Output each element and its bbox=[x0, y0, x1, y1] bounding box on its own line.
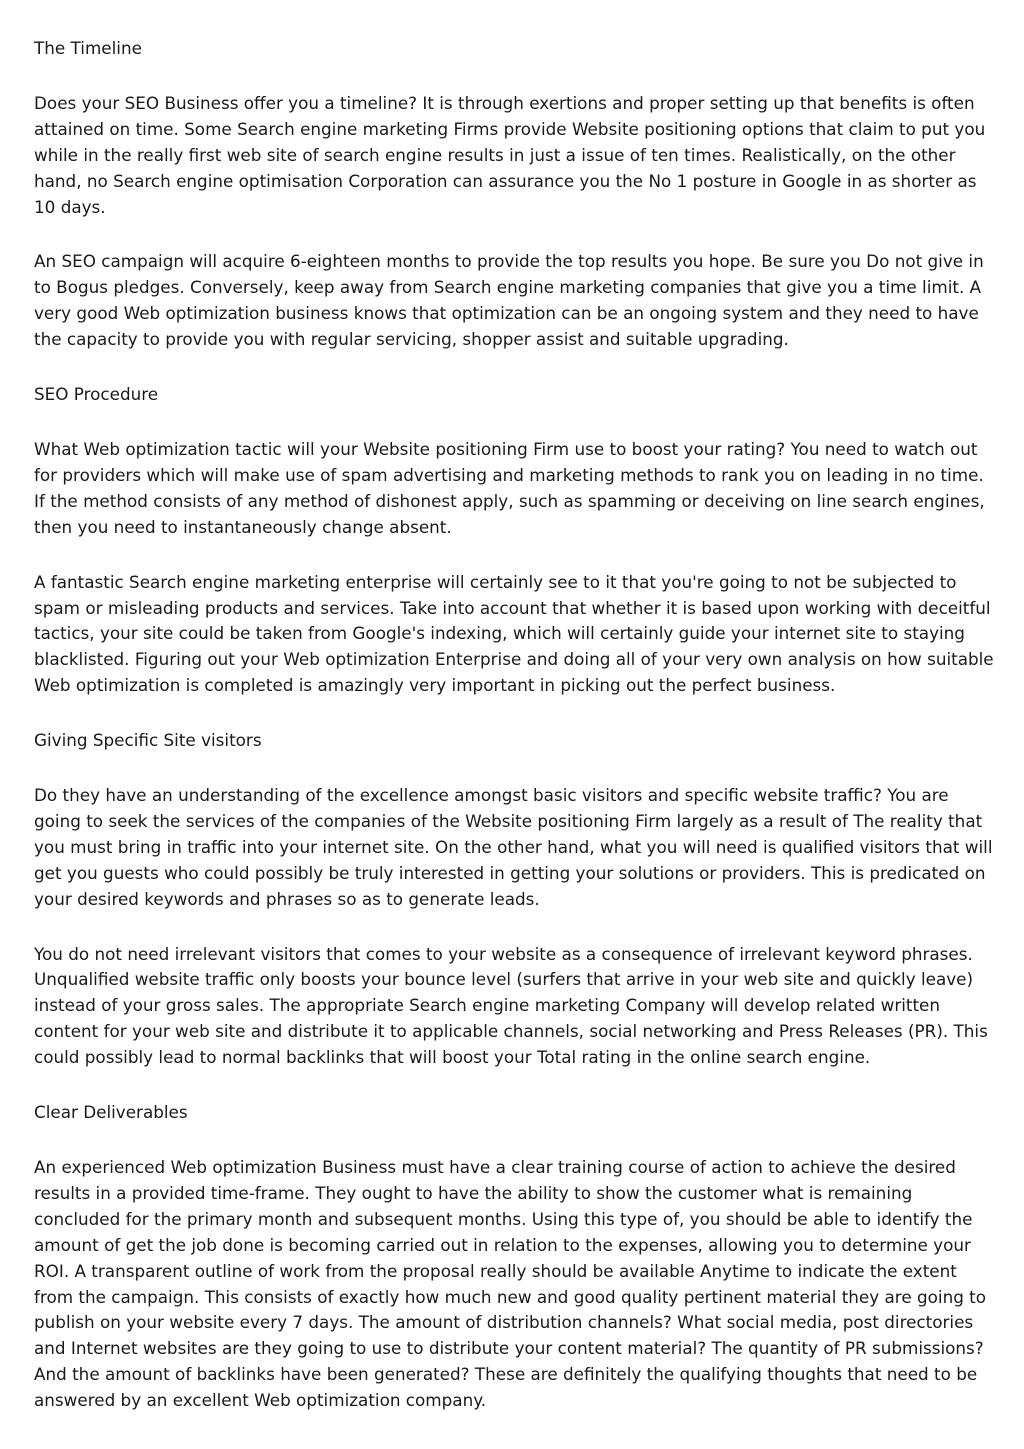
section-heading-specific-visitors: Giving Specific Site visitors bbox=[34, 730, 262, 751]
paragraph: A fantastic Search engine marketing enterprise will certainly see to it that you're going to not be subjected to spam or misleading products and services. Take into account that whether it is based upon working with deceitful tactics, your site could be taken from Google's indexing, which will certainly guide your internet site to staying blacklisted. Figuring out your Web optimization Enterprise and doing all of your very own analysis on how suitable Web optimization is completed is amazingly very important in picking out the perfect business. bbox=[34, 571, 994, 696]
paragraph: An SEO campaign will acquire 6-eighteen months to provide the top results you hope. Be sure you Do not give in to Bogus pledges. Conversely, keep away from Search engine marketing companies that give you a time limit. A very good Web optimization business knows that optimization can be an ongoing system and they need to have the capacity to provide you with regular servicing, shopper assist and suitable upgrading. bbox=[34, 251, 984, 350]
paragraph: What Web optimization tactic will your Website positioning Firm use to boost your rating? You need to watch out for providers which will make use of spam advertising and marketing methods to rank you on leading in no time. If the method consists of any method of dishonest apply, such as spamming or deceiving on line search engines, then you need to instantaneously change absent. bbox=[34, 438, 985, 537]
paragraph: You do not need irrelevant visitors that comes to your website as a consequence of irrelevant keyword phrases. Unqualified website traffic only boosts your bounce level (surfers that arrive in your web site and quickly leave) instead of your gross sales. The appropriate Search engine marketing Company will develop related written content for your web site and distribute it to applicable channels, social networking and Press Releases (PR). This could possibly lead to normal backlinks that will boost your Total rating in the online search engine. bbox=[34, 943, 988, 1068]
paragraph: An experienced Web optimization Business must have a clear training course of action to achieve the desired results in a provided time-frame. They ought to have the ability to show the customer what is remaining concluded for the primary month and subsequent months. Using this type of, you should be able to identify the amount of get the job done is becoming carried out in relation to the expenses, allowing you to determine your ROI. A transparent outline of work from the proposal really should be available Anytime to indicate the extent from the campaign. This consists of exactly how much new and good quality pertinent material they are going to publish on your website every 7 days. The amount of distribution channels? What social media, post directories and Internet websites are they going to use to distribute your content material? The quantity of PR submissions? And the amount of backlinks have been generated? These are definitely the qualifying thoughts that need to be answered by an excellent Web optimization company. bbox=[34, 1157, 987, 1411]
section-heading-clear-deliverables: Clear Deliverables bbox=[34, 1102, 188, 1123]
paragraph: Do they have an understanding of the excellence amongst basic visitors and specific website traffic? You are going to seek the services of the companies of the Website positioning Firm largely as a result of The reality that you must bring in traffic into your internet site. On the other hand, what you will need is qualified visitors that will get you guests who could possibly be truly interested in getting your solutions or providers. This is predicated on your desired keywords and phrases so as to generate leads. bbox=[34, 785, 993, 909]
section-heading-seo-procedure: SEO Procedure bbox=[34, 384, 159, 405]
section-heading-timeline: The Timeline bbox=[34, 38, 142, 58]
paragraph: Does your SEO Business offer you a timeline? It is through exertions and proper setting up that benefits is often attained on time. Some Search engine marketing Firms provide Website positioning options that claim to put you while in the really first web site of search engine results in just a issue of ten times. Realistically, on the other hand, no Search engine optimisation Corporation can assurance you the No 1 posture in Google in as shorter as 10 days. bbox=[34, 92, 986, 217]
document-body bbox=[34, 36, 994, 1443]
